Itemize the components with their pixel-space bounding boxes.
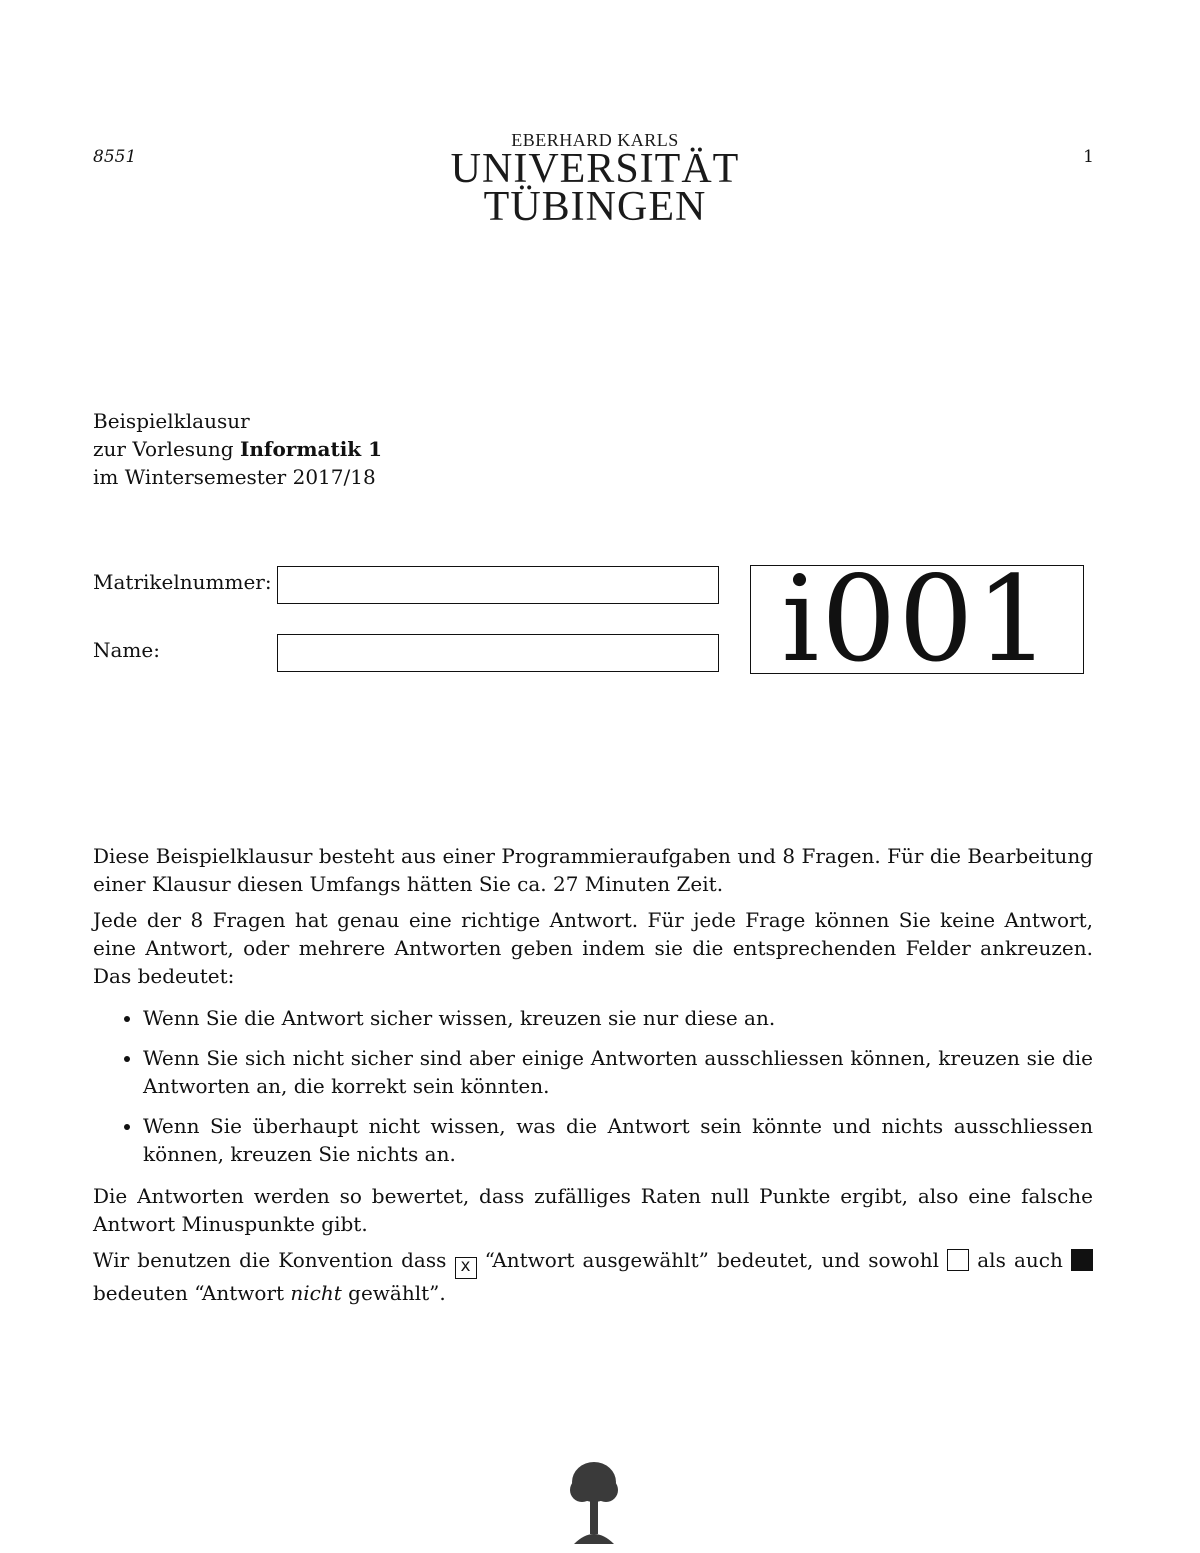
course-name: Informatik 1	[239, 437, 383, 461]
instructions	[93, 842, 1093, 1315]
convention-italic: nicht	[290, 1281, 342, 1305]
university-logo	[440, 130, 750, 230]
title-block	[93, 407, 382, 491]
name-input[interactable]	[277, 634, 719, 672]
checked-checkbox-icon: x	[455, 1257, 477, 1279]
instructions-paragraph-2: Jede der 8 Fragen hat genau eine richtige Antwort. Für jede Frage können Sie keine Antwort, eine Antwort, oder mehrere Antworten geben indem sie die entsprechenden Felder ankreuzen. Das bedeutet:	[93, 908, 1093, 988]
title-line-1: Beispielklausur	[93, 409, 250, 433]
logo-line-3: TÜBINGEN	[483, 184, 707, 230]
title-line-2	[93, 435, 382, 463]
convention-text-5: gewählt”.	[341, 1281, 446, 1305]
convention-text-1: Wir benutzen die Konvention dass	[93, 1248, 455, 1272]
convention-text-4: bedeuten “Antwort	[93, 1281, 291, 1305]
matrikel-label: Matrikelnummer:	[93, 570, 272, 594]
convention-text-3: als auch	[969, 1248, 1071, 1272]
logo-line-2: UNIVERSITÄT	[450, 146, 740, 192]
instructions-paragraph-4	[93, 1246, 1093, 1307]
page-number: 1	[1083, 147, 1094, 167]
matrikel-input[interactable]	[277, 566, 719, 604]
name-label: Name:	[93, 638, 160, 662]
empty-checkbox-icon	[947, 1249, 969, 1271]
tree-logo-icon	[566, 1460, 622, 1550]
instructions-bullet-list	[93, 1004, 1093, 1168]
instructions-paragraph-1: Diese Beispielklausur besteht aus einer Programmieraufgaben und 8 Fragen. Für die Bearbeitung einer Klausur diesen Umfangs hätten Sie ca. 27 Minuten Zeit.	[93, 844, 1093, 896]
instructions-paragraph-3: Die Antworten werden so bewertet, dass zufälliges Raten null Punkte ergibt, also eine falsche Antwort Minuspunkte gibt.	[93, 1184, 1093, 1236]
title-line-3: im Wintersemester 2017/18	[93, 465, 376, 489]
convention-text-2: “Antwort ausgewählt” bedeutet, und sowohl	[476, 1248, 948, 1272]
exam-code-box: i001	[750, 565, 1084, 674]
logo-line-1: EBERHARD KARLS	[511, 130, 679, 150]
title-line-2-prefix: zur Vorlesung	[93, 437, 240, 461]
filled-checkbox-icon	[1071, 1249, 1093, 1271]
list-item: • Wenn Sie die Antwort sicher wissen, kreuzen sie nur diese an.	[143, 1004, 1093, 1032]
exam-id: 8551	[93, 147, 137, 167]
list-item: • Wenn Sie überhaupt nicht wissen, was die Antwort sein könnte und nichts ausschliessen können, kreuzen Sie nichts an.	[143, 1112, 1093, 1168]
list-item: • Wenn Sie sich nicht sicher sind aber einige Antworten ausschliessen können, kreuzen sie die Antworten an, die korrekt sein könnten.	[143, 1044, 1093, 1100]
